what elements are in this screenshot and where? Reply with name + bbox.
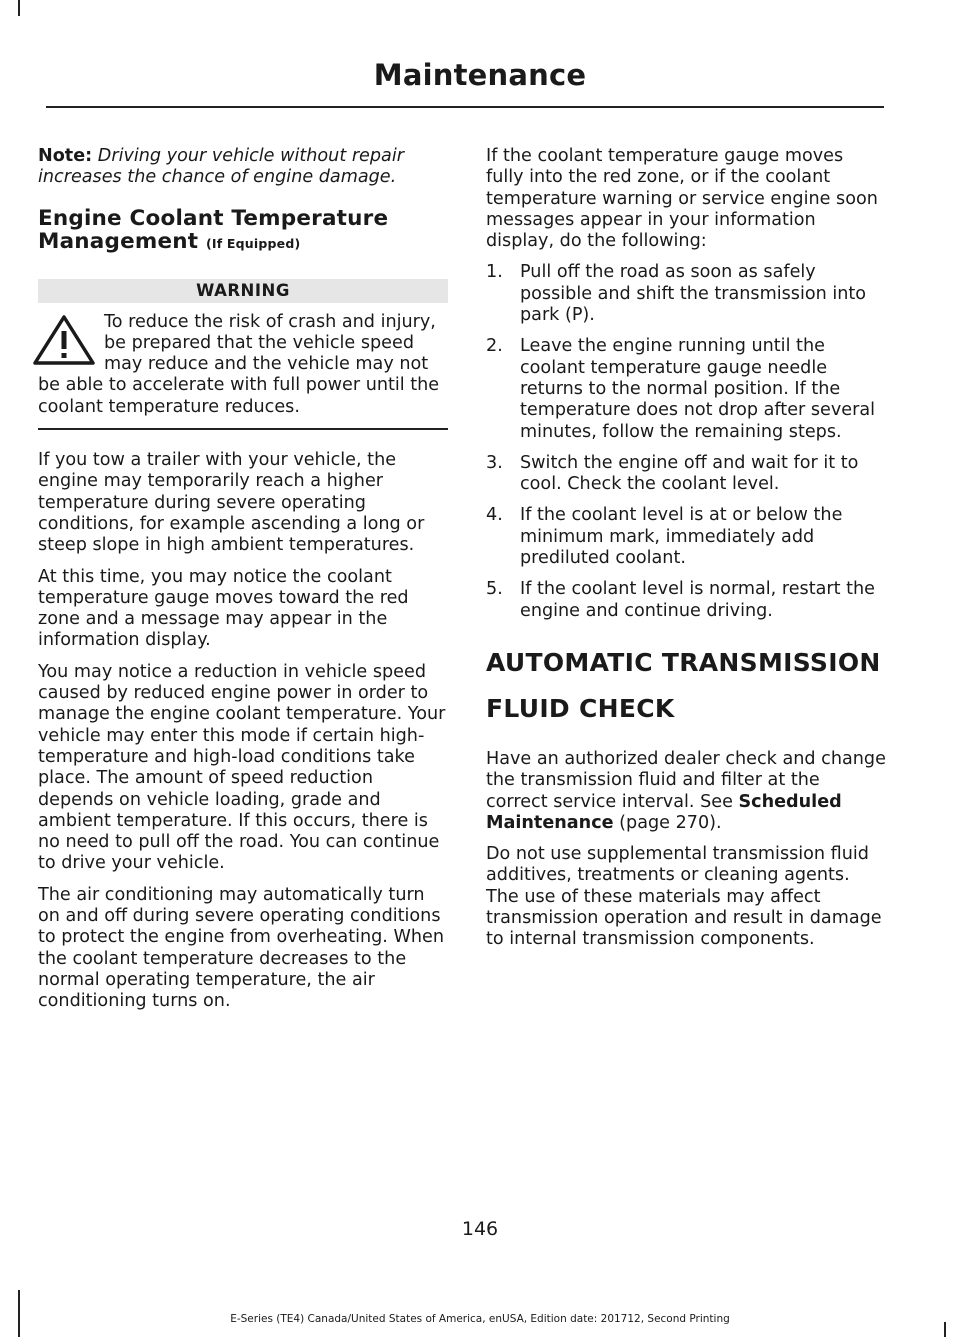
- left-column: [38, 146, 448, 1023]
- warning-banner: WARNING: [38, 279, 448, 303]
- step-text: If the coolant level is normal, restart the engine and continue driving.: [520, 579, 875, 621]
- note-text: Driving your vehicle without repair increases the chance of engine damage.: [38, 146, 404, 188]
- step-number: 4.: [486, 505, 503, 526]
- body-paragraph: At this time, you may notice the coolant temperature gauge moves toward the red zone and a message may appear in the information display.: [38, 566, 409, 651]
- overheat-steps-list: [486, 262, 886, 621]
- page-number: 146: [461, 1218, 499, 1240]
- if-equipped-tag: (If Equipped): [205, 235, 301, 251]
- header-rule: [46, 106, 884, 108]
- scheduled-maintenance-link[interactable]: Scheduled Maintenance: [486, 791, 842, 833]
- step-number: 1.: [486, 262, 503, 283]
- body-paragraph: The air conditioning may automatically turn on and off during severe operating conditions to protect the engine from overheating. When the coolant temperature decreases to the normal operating temperature, the air conditioning turns on.: [38, 884, 445, 1012]
- page-reference: (page 270).: [619, 812, 722, 833]
- heading-line: FLUID CHECK: [486, 693, 675, 723]
- heading-line: AUTOMATIC TRANSMISSION: [486, 647, 881, 677]
- step-text: Switch the engine off and wait for it to cool. Check the coolant level.: [520, 452, 859, 495]
- transmission-fluid-heading: [486, 648, 886, 723]
- step-text: Leave the engine running until the coolant temperature gauge needle returns to the normal position. If the temperature does not drop after several minutes, follow the remaining steps.: [520, 336, 875, 442]
- list-item: [486, 579, 886, 622]
- edition-footer: E-Series (TE4) Canada/United States of America, enUSA, Edition date: 201712, Second Printing: [230, 1313, 730, 1325]
- list-item: [486, 336, 886, 442]
- crop-mark-top-left: [18, 0, 20, 16]
- coolant-heading: [38, 207, 448, 255]
- coolant-heading-text: Engine Coolant Temperature Management: [38, 205, 389, 254]
- body-paragraph: You may notice a reduction in vehicle speed caused by reduced engine power in order to manage the engine coolant temperature. Your vehicle may enter this mode if certain high-temperature and high-load conditions take place. The amount of speed reduction depends on vehicle loading, grade and ambient temperature. If this occurs, there is no need to pull off the road. You can continue to drive your vehicle.: [38, 661, 446, 874]
- warning-text: To reduce the risk of crash and injury, be prepared that the vehicle speed may reduce and the vehicle may not be able to accelerate with full power until the coolant temperature reduces.: [38, 311, 440, 417]
- note-paragraph: [38, 146, 448, 189]
- overheat-intro: If the coolant temperature gauge moves fully into the red zone, or if the coolant temperature warning or service engine soon messages appear in your information display, do the following:: [486, 146, 878, 252]
- step-text: Pull off the road as soon as safely possible and shift the transmission into park (P).: [520, 262, 867, 326]
- list-item: [486, 262, 886, 326]
- supplement-paragraph: Do not use supplemental transmission fluid additives, treatments or cleaning agents. The use of these materials may affect transmission operation and result in damage to internal transmission components.: [486, 844, 882, 950]
- right-column: [486, 146, 886, 961]
- dealer-text: Have an authorized dealer check and change the transmission fluid and filter at the correct service interval. See: [486, 748, 886, 812]
- step-number: 2.: [486, 336, 503, 357]
- list-item: [486, 505, 886, 569]
- list-item: [486, 453, 886, 496]
- warning-box: [38, 312, 448, 418]
- step-number: 3.: [486, 452, 503, 473]
- warning-rule: [38, 428, 448, 430]
- warning-triangle-icon: [32, 314, 96, 366]
- step-text: If the coolant level is at or below the minimum mark, immediately add prediluted coolant.: [520, 505, 843, 569]
- note-label: Note:: [38, 146, 93, 166]
- dealer-check-paragraph: [486, 749, 886, 834]
- body-paragraph: If you tow a trailer with your vehicle, the engine may temporarily reach a higher temperature during severe operating conditions, for example ascending a long or steep slope in high ambient temperatures.: [38, 450, 425, 556]
- step-number: 5.: [486, 579, 503, 600]
- page-section-title: Maintenance: [373, 58, 587, 92]
